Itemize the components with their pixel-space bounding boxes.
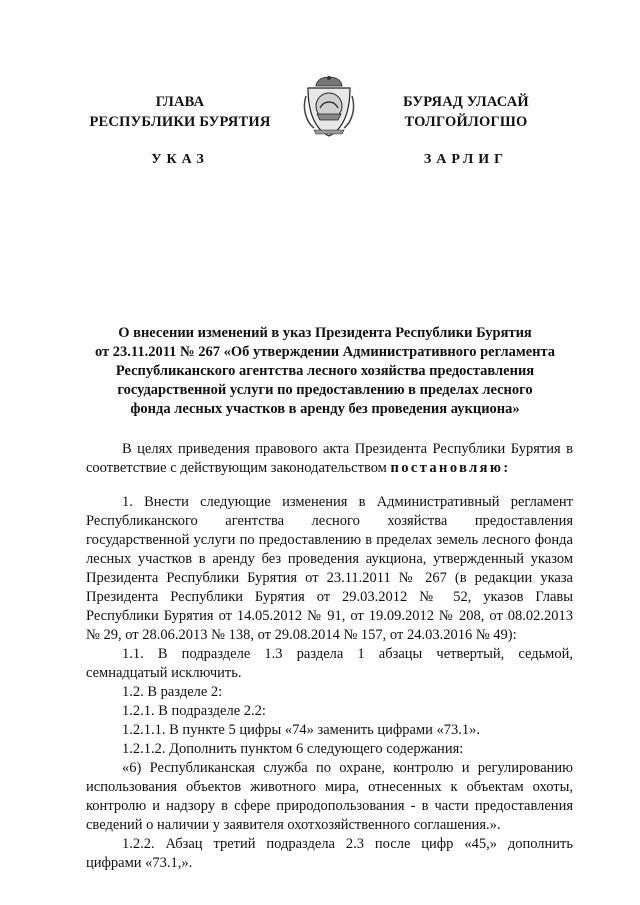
title-line: от 23.11.2011 № 267 «Об утверждении Административного регламента (94, 344, 556, 360)
header-left-line2: РЕСПУБЛИКИ БУРЯТИЯ (89, 114, 271, 130)
title-line: Республиканского агентства лесного хозяйства предоставления (115, 363, 535, 379)
header-right-line2: ТОЛГОЙЛОГШО (404, 114, 528, 130)
preamble-text: В целях приведения правового акта Президента Республики Бурятия в соответствие с действующим законодательством (86, 441, 573, 476)
item-1-2: 1.2. В разделе 2: (122, 684, 223, 700)
header-right (376, 92, 556, 170)
preamble (86, 440, 573, 478)
item-1-2-2: 1.2.2. Абзац третий подраздела 2.3 после цифр «45,» дополнить цифрами «73.1,». (86, 836, 573, 871)
doc-type-ru: УКАЗ (151, 152, 209, 167)
decree-title (60, 324, 590, 419)
header-right-line1: БУРЯАД УЛАСАЙ (403, 94, 529, 110)
item-1-2-1-2: 1.2.1.2. Дополнить пунктом 6 следующего содержания: (122, 741, 464, 757)
header-left-line1: ГЛАВА (155, 94, 205, 110)
item-1-2-1: 1.2.1. В подразделе 2.2: (122, 703, 266, 719)
header-left (80, 92, 280, 170)
doc-type-bua: ЗАРЛИГ (423, 152, 509, 167)
quoted-clause: «6) Республиканская служба по охране, контролю и регулированию использования объектов животного мира, отнесенных к объектам охоты, контролю и надзору в сфере природопользования - в части предоставления сведений о наличии у заявителя охотхозяйственного соглашения.». (86, 760, 573, 833)
item-1-2-1-1: 1.2.1.1. В пункте 5 цифры «74» заменить цифрами «73.1». (122, 722, 481, 738)
item-1: 1. Внести следующие изменения в Административный регламент Республиканского агентства лесного хозяйства предоставления государственной услуги по предоставлению в пределах земель лесного фонда лесных участков в аренду без проведения аукциона, утвержденный указом Президента Республики Бурятия от 23.11.2011 № 267 (в редакции указа Президента Республики Бурятия от 29.03.2012 № 52, указов Главы Республики Бурятия от 14.05.2012 № 91, от 19.09.2012 № 208, от 08.02.2013 № 29, от 28.06.2013 № 138, от 29.08.2014 № 157, от 24.03.2016 № 49): (86, 494, 573, 643)
title-line: государственной услуги по предоставлению в пределах лесного (117, 382, 533, 398)
item-1-1: 1.1. В подразделе 1.3 раздела 1 абзацы четвертый, седьмой, семнадцатый исключить. (86, 646, 573, 681)
coat-of-arms-icon (298, 74, 360, 140)
title-line: О внесении изменений в указ Президента Республики Бурятия (118, 325, 532, 341)
decree-body (86, 440, 573, 873)
title-line: фонда лесных участков в аренду без проведения аукциона» (130, 401, 520, 417)
preamble-keyword: постановляю: (390, 460, 511, 476)
